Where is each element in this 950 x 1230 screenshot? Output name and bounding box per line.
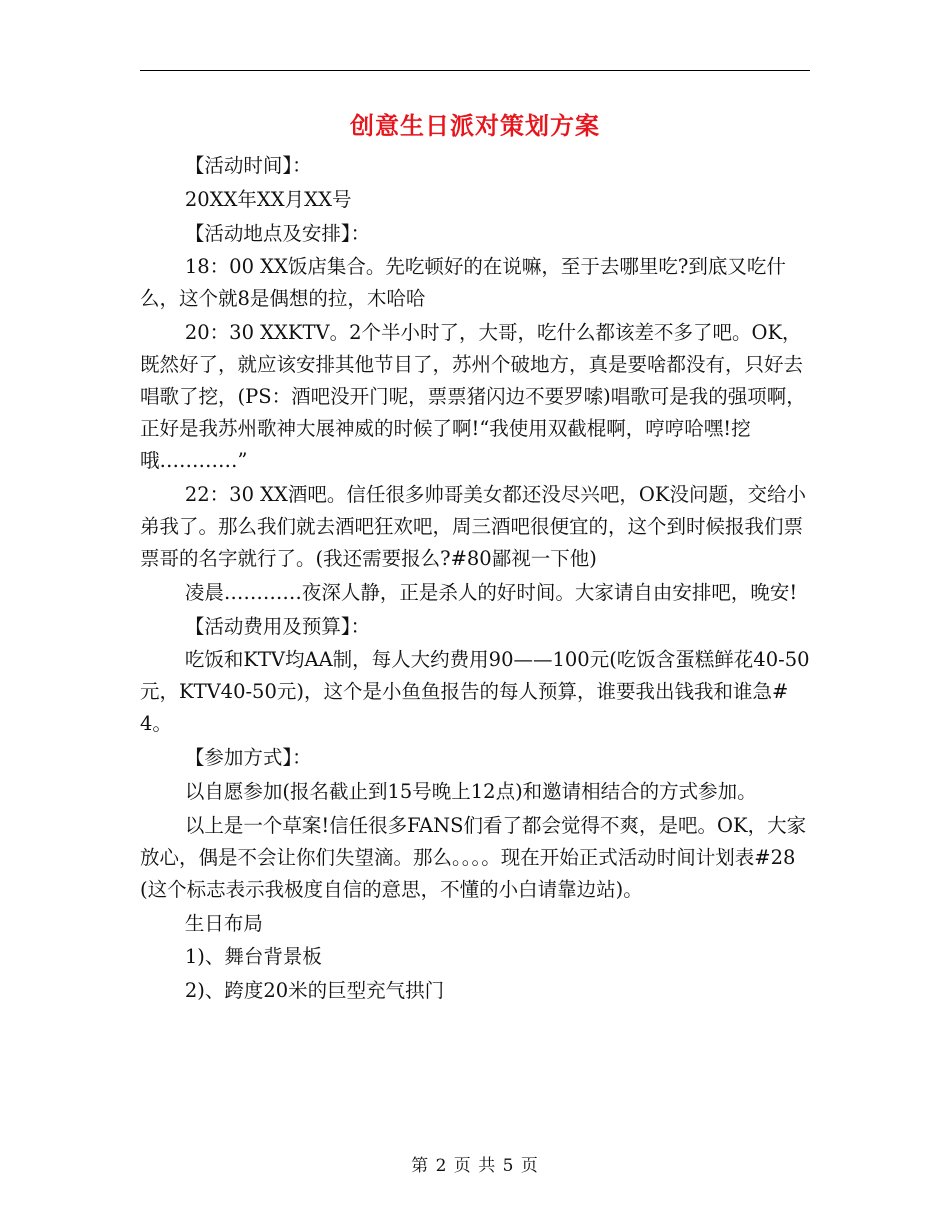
paragraph-draft-note: 以上是一个草案!信任很多FANS们看了都会觉得不爽，是吧。OK，大家放心，偶是不会让你们失望滴。那么。。。。现在开始正式活动时间计划表#28(这个标志表示我极度自信的意思，不懂的小白请靠边站)。: [140, 813, 807, 901]
paragraph-schedule-2030: 20：30 XXKTV。2个半小时了，大哥，吃什么都该差不多了吧。OK，既然好了，就应该安排其他节目了，苏州个破地方，真是要啥都没有，只好去唱歌了挖，(PS：酒吧没开门呢，票票猪闪边不要罗嗦)唱歌可是我的强项啊，正好是我苏州歌神大展神威的时候了啊!“我使用双截棍啊，哼哼哈嘿!挖哦…………”: [140, 321, 806, 473]
paragraph-date: 20XX年XX月XX号: [184, 187, 352, 211]
document-body: [140, 150, 812, 1009]
page-footer: 第 2 页 共 5 页: [411, 1156, 539, 1176]
paragraph-budget: 吃饭和KTV均AA制，每人大约费用90——100元(吃饭含蛋糕鲜花40-50元，KTV40-50元)，这个是小鱼鱼报告的每人预算，谁要我出钱我和谁急#4。: [140, 648, 810, 736]
list-item-stage-backdrop: 1)、舞台背景板: [184, 945, 322, 969]
section-heading-budget: 【活动费用及预算】：: [184, 614, 371, 638]
paragraph-layout-heading: 生日布局: [184, 911, 263, 935]
paragraph-participation: 以自愿参加(报名截止到15号晚上12点)和邀请相结合的方式参加。: [184, 779, 757, 803]
paragraph-schedule-2230: 22：30 XX酒吧。信任很多帅哥美女都还没尽兴吧，OK没问题，交给小弟我了。那么我们就去酒吧狂欢吧，周三酒吧很便宜的，这个到时候报我们票票哥的名字就行了。(我还需要报么?#80鄙视一下他): [140, 482, 806, 570]
section-heading-time: 【活动时间】：: [184, 154, 312, 177]
section-heading-location: 【活动地点及安排】：: [184, 221, 371, 245]
section-heading-participation: 【参加方式】：: [184, 746, 312, 770]
header-rule: [140, 70, 810, 71]
paragraph-schedule-1800: 18：00 XX饭店集合。先吃顿好的在说嘛，至于去哪里吃?到底又吃什么，这个就8是偶想的拉，木哈哈: [140, 255, 786, 311]
paragraph-late-night: 凌晨…………夜深人静，正是杀人的好时间。大家请自由安排吧，晚安!: [184, 580, 798, 604]
document-title: 创意生日派对策划方案: [350, 111, 600, 140]
list-item-inflatable-arch: 2)、跨度20米的巨型充气拱门: [184, 979, 445, 1003]
